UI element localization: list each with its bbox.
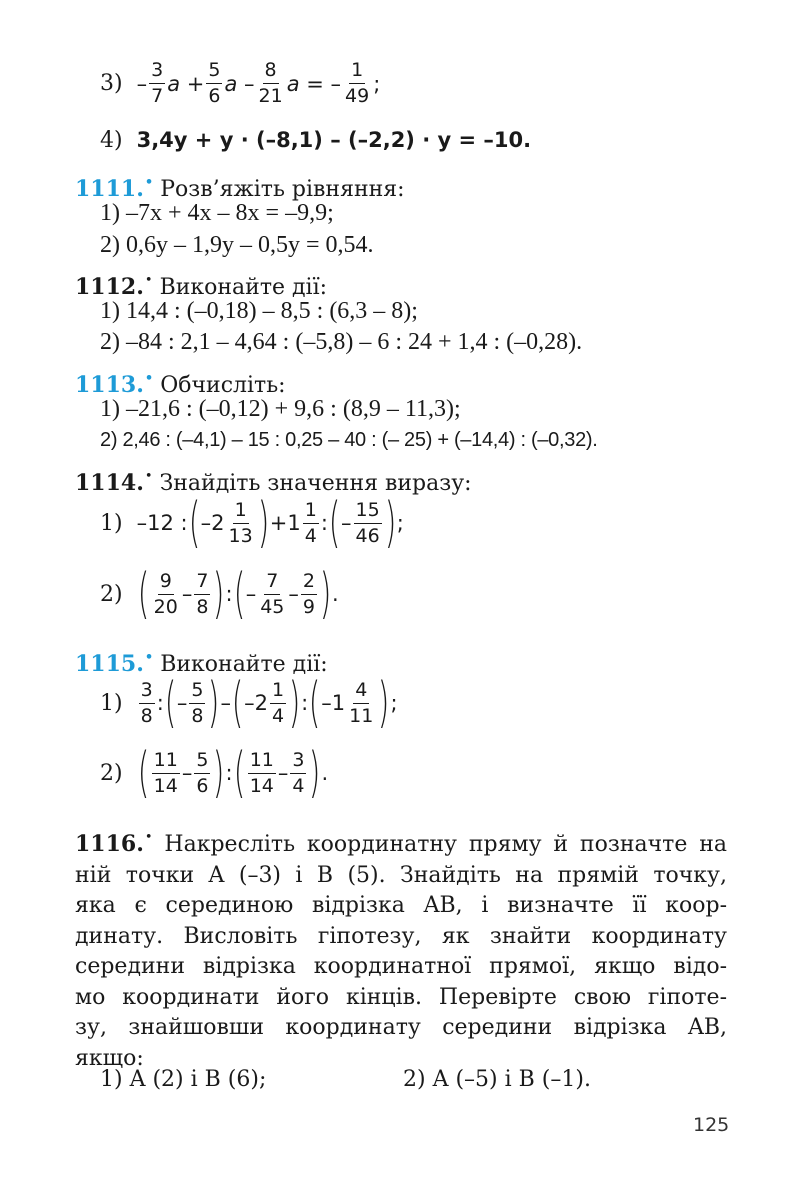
fraction: $\frac{7}{8}$ — [196, 569, 209, 618]
fraction: $\frac{3}{4}$ — [292, 748, 305, 797]
fraction: $\frac{15}{46}$ — [355, 498, 380, 547]
ex1112-item-2: 2) –84 : 2,1 – 4,64 : (–5,8) – 6 : 24 + 1,4 : (–0,28). — [100, 329, 583, 355]
exercise-title: Виконайте дії: — [160, 652, 328, 677]
exercise-number: 1116. — [75, 831, 144, 857]
fraction: $\frac{1}{4}$ — [271, 678, 285, 727]
fraction: $\frac{2}{9}$ — [302, 569, 315, 618]
fraction: $\frac{11}{14}$ — [153, 748, 178, 797]
item-label: 3) — [100, 71, 123, 96]
text-line: яка є серединою відрізка AB, і визначте її коор- — [75, 893, 727, 918]
ex1115-item-1: 1) $\frac{3}{8}$ : ( – $\frac{5}{8}$ ) – ( –2 $\frac{1}{4}$ ) : ( –1 $\frac{4}{11}$ ) ; — [100, 671, 398, 734]
fraction: $\frac{3}{8}$ — [140, 678, 153, 727]
ex1116-sub-1: 1) A (2) і B (6); — [100, 1067, 267, 1092]
fraction: $\frac{1}{4}$ — [304, 498, 317, 547]
exercise-title: Знайдіть значення виразу: — [159, 471, 472, 496]
fraction: $\frac{7}{45}$ — [260, 569, 285, 618]
ex1115-item-2: 2) ( $\frac{11}{14}$ – $\frac{5}{6}$ ) : ( $\frac{11}{14}$ – $\frac{3}{4}$ ) . — [100, 741, 329, 804]
fraction: $\frac{1}{13}$ — [228, 498, 253, 547]
exercise-number: 1112. — [75, 274, 144, 300]
fraction: $\frac{3}{7}$ — [151, 59, 164, 107]
exercise-number: 1115. — [75, 651, 144, 677]
text-line: 1116.• Накресліть координатну пряму й позначте на — [75, 830, 727, 857]
ex1114-item-1: 1) –12 : ( –2 $\frac{1}{13}$ ) +1 $\frac{1}{4}$ : ( – $\frac{15}{46}$ ) ; — [100, 491, 404, 554]
text-line: зу, знайшовши координату середини відрізка AB, — [75, 1015, 727, 1040]
fraction: $\frac{1}{49}$ — [345, 59, 370, 107]
text-line: мо координати його кінців. Перевірте свою гіпоте- — [75, 984, 727, 1010]
exercise-title: Виконайте дії: — [159, 275, 328, 300]
fraction: $\frac{5}{8}$ — [191, 678, 204, 727]
exercise-number: 1113. — [75, 372, 144, 398]
fraction: $\frac{5}{6}$ — [196, 748, 209, 797]
text-line: якщо: — [75, 1045, 144, 1071]
ex1110-item-3: 3) – $\frac{3}{7}$ a + $\frac{5}{6}$ a – $\frac{8}{21}$ a = – $\frac{1}{49}$ ; — [100, 59, 381, 107]
ex1116-paragraph — [75, 823, 727, 1074]
ex1111-item-2: 2) 0,6y – 1,9y – 0,5y = 0,54. — [100, 232, 374, 258]
ex1113-item-1: 1) –21,6 : (–0,12) + 9,6 : (8,9 – 11,3); — [100, 396, 461, 422]
ex1113-header: 1113.• Обчисліть: — [75, 371, 286, 398]
fraction: $\frac{5}{6}$ — [208, 59, 221, 107]
ex1112-item-1: 1) 14,4 : (–0,18) – 8,5 : (6,3 – 8); — [100, 298, 418, 324]
exercise-title: Розв’яжіть рівняння: — [160, 177, 405, 202]
exercise-number: 1111. — [75, 176, 144, 202]
ex1111-item-1: 1) –7x + 4x – 8x = –9,9; — [100, 200, 334, 226]
text-line: динату. Висловіть гіпотезу, як знайти координату — [75, 923, 727, 949]
fraction: $\frac{4}{11}$ — [349, 678, 374, 727]
fraction: $\frac{8}{21}$ — [258, 59, 283, 107]
ex1115-header: 1115.• Виконайте дії: — [75, 650, 328, 677]
ex1111-header: 1111.• Розв’яжіть рівняння: — [75, 175, 405, 202]
text-line: ній точки A (–3) і B (5). Знайдіть на прямій точку, — [75, 862, 727, 888]
ex1114-header: 1114.• Знайдіть значення виразу: — [75, 469, 472, 496]
equation: 3,4y + y · (–8,1) – (–2,2) · y = –10. — [136, 128, 532, 152]
exercise-title: Обчисліть: — [160, 373, 286, 398]
ex1113-item-2: 2) 2,46 : (–4,1) – 15 : 0,25 – 40 : (– 25) + (–14,4) : (–0,32). — [100, 429, 598, 451]
exercise-number: 1114. — [75, 470, 144, 496]
ex1110-item-4: 4) 3,4y + y · (–8,1) – (–2,2) · y = –10. — [100, 128, 532, 153]
ex1116-sub-2: 2) A (–5) і B (–1). — [403, 1067, 591, 1092]
page-number: 125 — [693, 1114, 730, 1136]
ex1112-header: 1112.• Виконайте дії: — [75, 273, 328, 300]
text-line: середини відрізка координатної прямої, якщо відо- — [75, 954, 727, 979]
ex1114-item-2: 2) ( $\frac{9}{20}$ – $\frac{7}{8}$ ) : ( – $\frac{7}{45}$ – $\frac{2}{9}$ ) . — [100, 562, 339, 625]
fraction: $\frac{9}{20}$ — [153, 569, 178, 618]
fraction: $\frac{11}{14}$ — [249, 748, 274, 797]
